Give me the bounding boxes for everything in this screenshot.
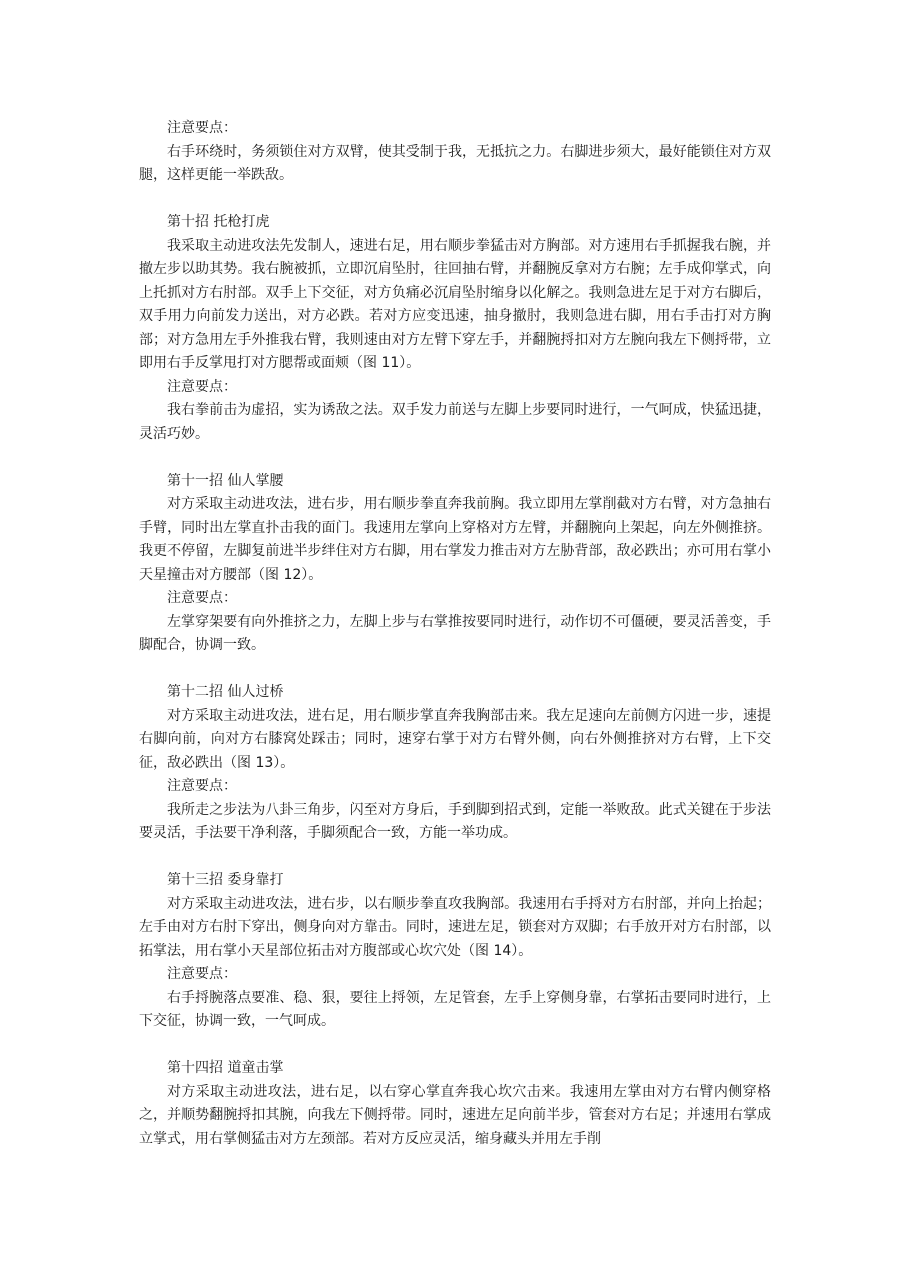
paragraph-note-label: 注意要点： bbox=[167, 120, 237, 136]
section-heading: 第十四招 道童击掌 bbox=[167, 1060, 284, 1076]
section-heading: 第十一招 仙人掌腰 bbox=[167, 472, 284, 489]
section-heading: 第十三招 委身靠打 bbox=[167, 872, 284, 888]
paragraph-note-label: 注意要点： bbox=[167, 966, 237, 982]
paragraph-body: 对方采取主动进攻法，进右足，用右顺步掌直奔我胸部击来。我左足速向左前侧方闪进一步，速提右脚向前，向对方右膝窝处踩击；同时，速穿右掌于对方右臂外侧，向右外侧推挤对方右臂，上下交征，敌必跌出（图 13）。 bbox=[139, 707, 771, 771]
paragraph-body: 我所走之步法为八卦三角步，闪至对方身后，手到脚到招式到，定能一举败敌。此式关键在于步法要灵活，手法要干净利落，手脚须配合一致，方能一举功成。 bbox=[139, 801, 771, 841]
paragraph-gap bbox=[139, 846, 771, 870]
paragraph-gap bbox=[139, 188, 771, 212]
section-heading: 第十招 托枪打虎 bbox=[167, 214, 270, 230]
paragraph-body: 我右拳前击为虚招，实为诱敌之法。双手发力前送与左脚上步要同时进行，一气呵成，快猛迅捷，灵活巧妙。 bbox=[139, 402, 771, 442]
paragraph-body: 我采取主动进攻法先发制人，速进右足，用右顺步拳猛击对方胸部。对方速用右手抓握我右腕，并撤左步以助其势。我右腕被抓，立即沉肩坠肘，往回抽右臂，并翻腕反拿对方右腕；左手成仰掌式，向上托抓对方右肘部。双手上下交征，对方负痛必沉肩坠肘缩身以化解之。我则急进左足于对方右脚后，双手用力向前发力送出，对方必跌。若对方应变迅速，抽身撤肘，我则急进右脚，用右手击打对方胸部；对方急用左手外推我右臂，我则速由对方左臂下穿左手，并翻腕捋扣对方左腕向我左下侧捋带，立即用右手反掌甩打对方腮帮或面颊（图 11）。 bbox=[139, 237, 771, 371]
paragraph-body: 对方采取主动进攻法，进右步，用右顺步拳直奔我前胸。我立即用左掌削截对方右臂，对方急抽右手臂，同时出左掌直扑击我的面门。我速用左掌向上穿格对方左臂，并翻腕向上架起，向左外侧推挤。我更不停留，左脚复前进半步绊住对方右脚，用右掌发力推击对方左胁背部，敌必跌出；亦可用右掌小天星撞击对方腰部（图 12）。 bbox=[139, 496, 771, 583]
paragraph-gap bbox=[139, 1034, 771, 1058]
paragraph-gap bbox=[139, 658, 771, 682]
paragraph-body: 对方采取主动进攻法，进右足，以右穿心掌直奔我心坎穴击来。我速用左掌由对方右臂内侧穿格之，并顺势翻腕捋扣其腕，向我左下侧捋带。同时，速进左足向前半步，管套对方右足；并速用右掌成立掌式，用右掌侧猛击对方左颈部。若对方反应灵活，缩身藏头并用左手削 bbox=[139, 1083, 771, 1147]
paragraph-gap bbox=[139, 446, 771, 470]
paragraph-body: 右手捋腕落点要准、稳、狠，要往上捋领，左足管套，左手上穿侧身靠，右掌拓击要同时进行，上下交征，协调一致，一气呵成。 bbox=[139, 989, 771, 1029]
paragraph-body: 右手环绕时，务须锁住对方双臂，使其受制于我，无抵抗之力。右脚进步须大，最好能锁住对方双腿，这样更能一举跌敌。 bbox=[139, 143, 771, 183]
paragraph-note-label: 注意要点： bbox=[167, 378, 237, 395]
paragraph-body: 对方采取主动进攻法，进右步，以右顺步拳直攻我胸部。我速用右手捋对方右肘部，并向上抬起；左手由对方右肘下穿出，侧身向对方靠击。同时，速进左足，锁套对方双脚；右手放开对方右肘部，以拓掌法，用右掌小天星部位拓击对方腹部或心坎穴处（图 14）。 bbox=[139, 895, 771, 959]
paragraph-note-label: 注意要点： bbox=[167, 778, 237, 794]
paragraph-body: 左掌穿架要有向外推挤之力，左脚上步与右掌推按要同时进行，动作切不可僵硬，要灵活善变，手脚配合，协调一致。 bbox=[139, 613, 771, 653]
paragraph-note-label: 注意要点： bbox=[167, 590, 237, 606]
section-heading: 第十二招 仙人过桥 bbox=[167, 684, 284, 700]
